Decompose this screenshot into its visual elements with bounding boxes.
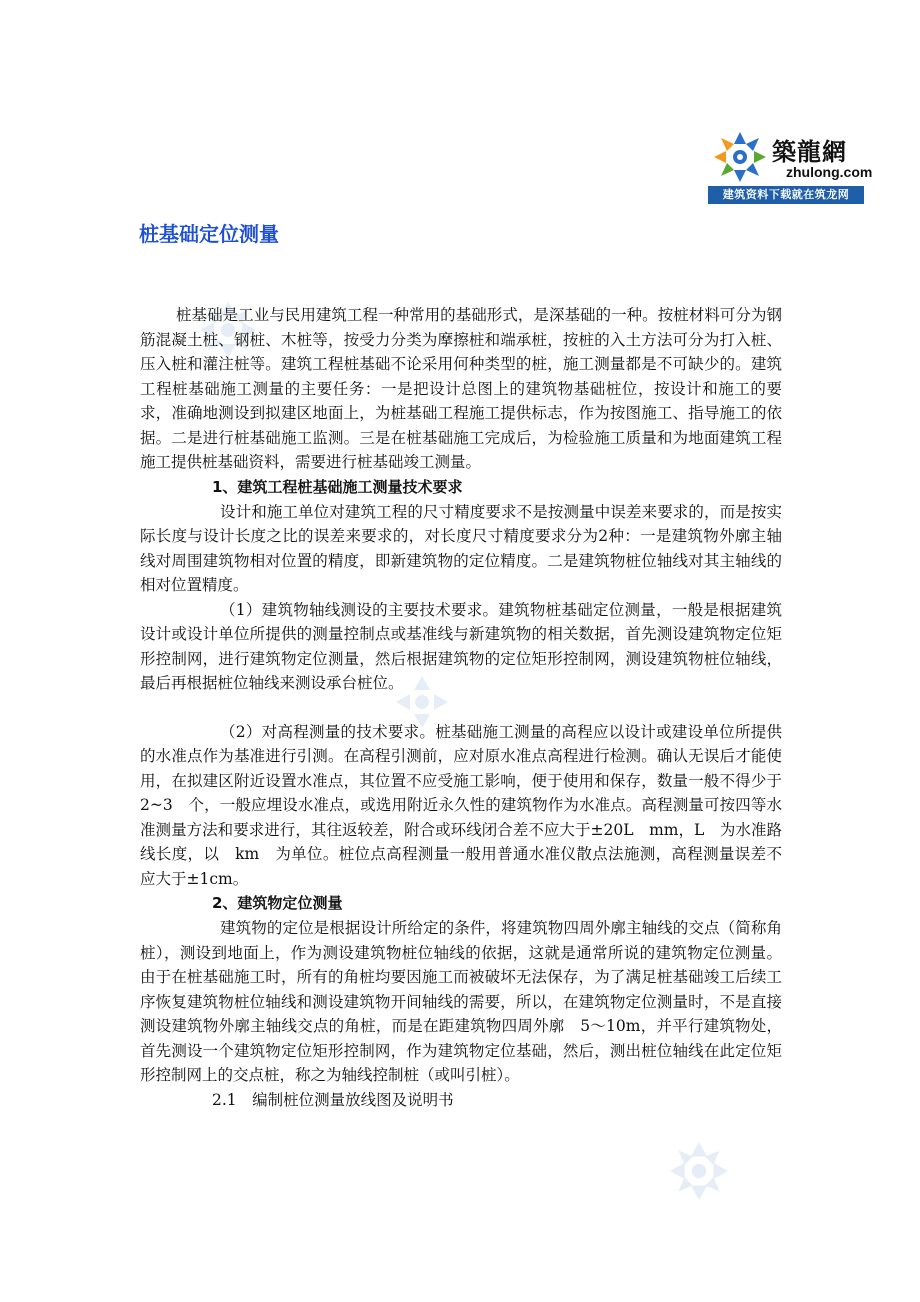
logo-chinese-name: 築龍網: [772, 137, 847, 166]
watermark-logo-bottom: [666, 1138, 732, 1208]
section-2-heading: 2、建筑物定位测量: [212, 894, 343, 912]
page-title: 桩基础定位测量: [139, 222, 279, 246]
logo-english-name: zhulong.com: [786, 164, 873, 180]
section-1-item-1: （1）建筑物轴线测设的主要技术要求。建筑物桩基础定位测量，一般是根据建筑设计或设计单位所提供的测量控制点或基准线与新建筑物的相关数据，首先测设建筑物定位矩形控制网，进行建筑物定位测量，然后根据建筑物的定位矩形控制网，测设建筑物桩位轴线，最后再根据桩位轴线来测设承台桩位。: [140, 600, 782, 692]
section-2-paragraph: 建筑物的定位是根据设计所给定的条件，将建筑物四周外廓主轴线的交点（简称角桩），测设到地面上，作为测设建筑物桩位轴线的依据，这就是通常所说的建筑物定位测量。由于在桩基础施工时，所有的角桩均要因施工而被破坏无法保存，为了满足桩基础竣工后续工序恢复建筑物桩位轴线和测设建筑物开间轴线的需要，所以，在建筑物定位测量时，不是直接测设建筑物外廓主轴线交点的角桩，而是在距建筑物四周外廓 5～10m，并平行建筑物处，首先测设一个建筑物定位矩形控制网，作为建筑物定位基础，然后，测出桩位轴线在此定位矩形控制网上的交点桩，称之为轴线控制桩（或叫引桩）。: [140, 919, 782, 1084]
section-1-heading: 1、建筑工程桩基础施工测量技术要求: [212, 477, 463, 496]
document-body: [140, 303, 798, 1112]
section-1-item-2: （2）对高程测量的技术要求。桩基础施工测量的高程应以设计或建设单位所提供的水准点作为基准进行引测。在高程引测前，应对原水准点高程进行检测。确认无误后才能使用，在拟建区附近设置水准点，其位置不应受施工影响，便于使用和保存，数量一般不得少于 2~3 个，一般应埋设水准点，或选用附近永久性的建筑物作为水准点。高程测量可按四等水准测量方法和要求进行，其往返较差，附合或环线闭合差不应大于±20L mm，L 为水准路线长度，以 km 为单位。桩位点高程测量一般用普通水准仪散点法施测，高程测量误差不应大于±1cm。: [140, 722, 798, 888]
section-1-paragraph: 设计和施工单位对建筑工程的尺寸精度要求不是按测量中误差来要求的，而是按实际长度与设计长度之比的误差来要求的，对长度尺寸精度要求分为2种：一是建筑物外廓主轴线对周围建筑物相对位置的精度，即新建筑物的定位精度。二是建筑物桩位轴线对其主轴线的相对位置精度。: [140, 502, 782, 594]
logo-header: [708, 128, 873, 186]
blank-line: [140, 696, 782, 720]
subsection-2-1-heading: 2.1 编制桩位测量放线图及说明书: [212, 1090, 454, 1109]
snowflake-logo-icon: [712, 130, 768, 184]
zhulong-logo[interactable]: [708, 128, 873, 204]
logo-tagline: 建筑资料下载就在筑龙网: [708, 186, 864, 204]
intro-paragraph: 桩基础是工业与民用建筑工程一种常用的基础形式，是深基础的一种。按桩材料可分为钢筋混凝土桩、钢桩、木桩等，按受力分类为摩擦桩和端承桩，按桩的入土方法可分为打入桩、压入桩和灌注桩等。建筑工程桩基础不论采用何种类型的桩，施工测量都是不可缺少的。建筑工程桩基础施工测量的主要任务：一是把设计总图上的建筑物基础桩位，按设计和施工的要求，准确地测设到拟建区地面上，为桩基础工程施工提供标志，作为按图施工、指导施工的依据。二是进行桩基础施工监测。三是在桩基础施工完成后，为检验施工质量和为地面建筑工程施工提供桩基础资料，需要进行桩基础竣工测量。: [140, 306, 782, 471]
